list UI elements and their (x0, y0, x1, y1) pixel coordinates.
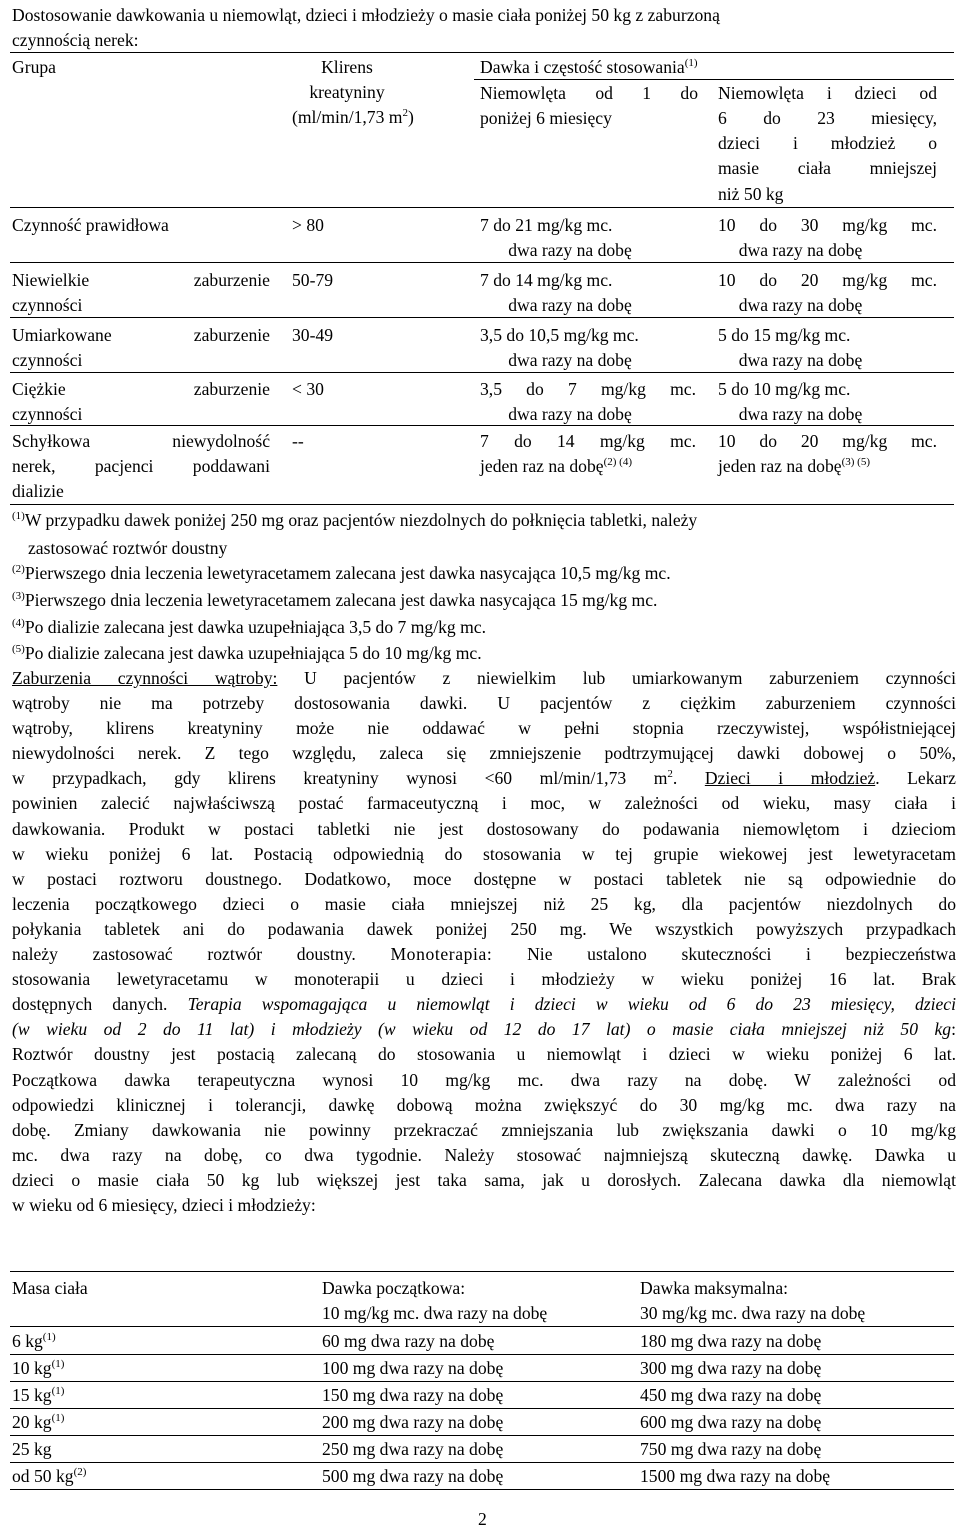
body-line: dawkowania. Produkt w postaci tabletki nie jest dostosowany do podawania niemowlętom i dzieciom (12, 818, 956, 839)
start-dose-cell: 500 mg dwa razy na dobę (322, 1466, 504, 1486)
header-max-1: Dawka maksymalna: (640, 1278, 789, 1298)
footnote-4: $^{(4)}$Po dializie zalecana jest dawka uzupełniająca 3,5 do 7 mg/kg mc. (12, 617, 487, 637)
child-dose-2: dwa razy na dobę (738, 295, 863, 315)
intro-line-2: czynnością nerek: (12, 30, 139, 50)
header-group: Grupa (12, 57, 56, 77)
start-dose-cell: 100 mg dwa razy na dobę (322, 1358, 504, 1378)
start-dose-cell: 250 mg dwa razy na dobę (322, 1439, 504, 1459)
body-paragraph (12, 666, 956, 1218)
header-clearance-3: (ml/min/1,73 $m^2$) (292, 107, 414, 127)
group-cell-1: Schyłkowa niewydolność (12, 431, 270, 451)
header-mass: Masa ciała (12, 1278, 88, 1298)
body-line: powinien zalecić najwłaściwszą postać farmaceutyczną i moc, w zależności od wieku, masy ciała i (12, 793, 956, 814)
group-cell-1: Ciężkie zaburzenie (12, 379, 270, 399)
group-cell-2: czynności (12, 295, 83, 315)
child-dose-1: 10 do 20 mg/kg mc. (718, 270, 937, 290)
infant-dose-1: 7 do 14 mg/kg mc. (480, 270, 613, 290)
clearance-cell: > 80 (292, 215, 324, 235)
table-border-top (10, 52, 954, 53)
adjunctive-heading: Terapia wspomagająca u niemowląt i dzieci w wieku od 6 do 23 miesięcy, dzieci (187, 994, 956, 1015)
infant-dose-2: dwa razy na dobę (508, 404, 632, 424)
header-clearance-1: Klirens (321, 57, 373, 77)
table-border-bottom (10, 504, 954, 505)
clearance-cell: -- (292, 431, 304, 451)
body-line: wątroby, klirens kreatyniny może nie oddawać w pełni stopnia rzeczywistej, współistniejącej (12, 718, 956, 739)
mass-cell: 20 $kg^{(1)}$ (12, 1412, 65, 1432)
child-dose-1: 5 do 15 mg/kg mc. (718, 325, 851, 345)
body-line: należy zastosować roztwór doustny. Monoterapia: Nie ustalono skuteczności i bezpieczeństwa (12, 944, 956, 965)
header-children-3: dzieci i młodzież o (718, 133, 937, 153)
footnote-1-cont: zastosować roztwór doustny (28, 538, 228, 558)
table2-header-line (10, 1326, 954, 1327)
header-children-4: masie ciała mniejszej (718, 158, 937, 178)
infant-dose-1: 3,5 do 10,5 mg/kg mc. (480, 325, 639, 345)
body-line: (w wieku od 2 do 11 lat) i młodzieży (w wieku od 12 do 17 lat) o masie ciała mniejszej niż 50 kg: (12, 1019, 956, 1040)
infant-dose-1: 3,5 do 7 mg/kg mc. (480, 379, 696, 399)
mass-cell: 25 kg (12, 1439, 52, 1459)
body-line: leczenia początkowego dzieci o masie ciała mniejszej niż 25 kg, dla pacjentów niezdolnych do (12, 893, 956, 914)
body-line: dostępnych danych. Terapia wspomagająca u niemowląt i dzieci w wieku od 6 do 23 miesięcy, dzieci (12, 994, 956, 1015)
table2-row-line (10, 1408, 954, 1409)
infant-dose-1: 7 do 21 mg/kg mc. (480, 215, 613, 235)
max-dose-cell: 300 mg dwa razy na dobę (640, 1358, 822, 1378)
mass-cell: 15 $kg^{(1)}$ (12, 1385, 65, 1405)
footnote-1: $^{(1)}$W przypadku dawek poniżej 250 mg oraz pacjentów niezdolnych do połknięcia tabletki, należy (12, 510, 698, 530)
body-line: w przypadkach, gdy klirens kreatyniny wynosi <60 ml/min/1,73 $m^2$. Dzieci i młodzież. Lekarz (12, 768, 956, 789)
body-line: połykania tabletek ani do podawania dawek poniżej 250 mg. We wszystkich powyższych przypadkach (12, 918, 956, 939)
header-start-1: Dawka początkowa: (322, 1278, 466, 1298)
mass-cell: 6 $kg^{(1)}$ (12, 1331, 56, 1351)
footnote-2: $^{(2)}$Pierwszego dnia leczenia lewetyracetamem zalecana jest dawka nasycająca 10,5 mg/kg mc. (12, 563, 671, 583)
pediatric-heading: Dzieci i młodzież (704, 768, 876, 789)
max-dose-cell: 180 mg dwa razy na dobę (640, 1331, 822, 1351)
group-cell: Czynność prawidłowa (12, 215, 169, 235)
mass-cell: od 50 $kg^{(2)}$ (12, 1466, 87, 1486)
header-dose: Dawka i częstość stosowania$^{(1)}$ (480, 57, 698, 77)
child-dose-1: 5 do 10 mg/kg mc. (718, 379, 851, 399)
clearance-cell: 50-79 (292, 270, 334, 290)
infant-dose-2: dwa razy na dobę (508, 295, 632, 315)
max-dose-cell: 450 mg dwa razy na dobę (640, 1385, 822, 1405)
body-line: stosowania lewetyracetamu w monoterapii u dzieci i młodzieży w wieku poniżej 16 lat. Brak (12, 969, 956, 990)
body-line: Zaburzenia czynności wątroby: U pacjentów z niewielkim lub umiarkowanym zaburzeniem czynności (12, 668, 956, 688)
header-infants-2: poniżej 6 miesięcy (480, 108, 612, 128)
table2-row-line (10, 1462, 954, 1463)
body-line: niewydolności nerek. Z tego względu, zaleca się zmniejszenie podtrzymującej dawki dobowej o 50%, (12, 743, 956, 764)
table2-row-line (10, 1381, 954, 1382)
group-cell-2: czynności (12, 350, 83, 370)
start-dose-cell: 150 mg dwa razy na dobę (322, 1385, 504, 1405)
group-cell-1: Umiarkowane zaburzenie (12, 325, 270, 345)
child-dose-1: 10 do 20 mg/kg mc. (718, 431, 937, 451)
body-line: w postaci roztworu doustnego. Dodatkowo, moce dostępne w postaci tabletek nie są odpowiednie do (12, 868, 956, 889)
max-dose-cell: 1500 mg dwa razy na dobę (640, 1466, 831, 1486)
table2-row-line (10, 1354, 954, 1355)
body-line: dobę. Zmiany dawkowania nie powinny przekraczać zmniejszania lub zwiększania dawki o 10 mg/kg (12, 1119, 956, 1140)
child-dose-1: 10 do 30 mg/kg mc. (718, 215, 937, 235)
header-children-2: 6 do 23 miesięcy, (718, 108, 937, 128)
header-clearance-2: kreatyniny (309, 82, 385, 102)
intro-line-1: Dostosowanie dawkowania u niemowląt, dzieci i młodzieży o masie ciała poniżej 50 kg z zaburzoną (12, 5, 720, 25)
body-line: dzieci o masie ciała 50 kg lub większej jest taka sama, jak u dorosłych. Zalecana dawka dla niemowląt (12, 1169, 956, 1190)
header-infants-1: Niemowlęta od 1 do (480, 83, 698, 103)
body-line: odpowiedzi klinicznej i tolerancji, dawkę dobową można zwiększyć do 30 mg/kg mc. dwa razy na (12, 1094, 956, 1115)
footnote-3: $^{(3)}$Pierwszego dnia leczenia lewetyracetamem zalecana jest dawka nasycająca 15 mg/kg mc. (12, 590, 658, 610)
child-dose-2: dwa razy na dobę (738, 404, 863, 424)
infant-dose-1: 7 do 14 mg/kg mc. (480, 431, 696, 451)
table2-border-top (10, 1271, 954, 1272)
hepatic-heading: Zaburzenia czynności wątroby: (12, 668, 278, 688)
table2-border-bottom (10, 1489, 954, 1490)
group-cell-2: czynności (12, 404, 83, 424)
group-cell-3: dializie (12, 481, 64, 501)
max-dose-cell: 600 mg dwa razy na dobę (640, 1412, 822, 1432)
body-line: w wieku poniżej 6 lat. Postacią odpowiednią do stosowania w tej grupie wiekowej jest lewetyracetam (12, 843, 956, 864)
header-max-2: 30 mg/kg mc. dwa razy na dobę (640, 1303, 866, 1323)
clearance-cell: 30-49 (292, 325, 334, 345)
child-dose-2: dwa razy na dobę (738, 240, 863, 260)
group-cell-2: nerek, pacjenci poddawani (12, 456, 270, 476)
group-cell-1: Niewielkie zaburzenie (12, 270, 270, 290)
body-line: Początkowa dawka terapeutyczna wynosi 10 mg/kg mc. dwa razy na dobę. W zależności od (12, 1069, 956, 1090)
table2-row-line (10, 1435, 954, 1436)
infant-dose-2: dwa razy na dobę (508, 240, 632, 260)
max-dose-cell: 750 mg dwa razy na dobę (640, 1439, 822, 1459)
child-dose-2: dwa razy na dobę (738, 350, 863, 370)
infant-dose-2: jeden raz na dobę$^{(2) (4)}$ (480, 456, 632, 476)
mass-cell: 10 $kg^{(1)}$ (12, 1358, 65, 1378)
clearance-cell: < 30 (292, 379, 324, 399)
infant-dose-2: dwa razy na dobę (508, 350, 632, 370)
footnote-5: $^{(5)}$Po dializie zalecana jest dawka uzupełniająca 5 do 10 mg/kg mc. (12, 643, 482, 663)
start-dose-cell: 200 mg dwa razy na dobę (322, 1412, 504, 1432)
monotherapy-heading: Monoterapia: (390, 944, 493, 965)
header-start-2: 10 mg/kg mc. dwa razy na dobę (322, 1303, 548, 1323)
row-line-1 (10, 207, 954, 208)
header-children-1: Niemowlęta i dzieci od (718, 83, 937, 103)
child-dose-2: jeden raz na dobę$^{(3) (5)}$ (718, 456, 870, 476)
body-line: mc. dwa razy na dobę, co dwa tygodnie. Należy stosować najmniejszą skuteczną dawkę. Dawka u (12, 1144, 956, 1165)
body-line: Roztwór doustny jest postacią zalecaną do stosowania u niemowląt i dzieci w wieku poniżej 6 lat. (12, 1044, 956, 1065)
body-line: wątroby nie ma potrzeby dostosowania dawki. U pacjentów z ciężkim zaburzeniem czynności (12, 693, 956, 714)
body-line: w wieku od 6 miesięcy, dzieci i młodzieży: (12, 1194, 316, 1215)
start-dose-cell: 60 mg dwa razy na dobę (322, 1331, 495, 1351)
page-number: 2 (478, 1509, 487, 1529)
header-children-5: niż 50 kg (718, 184, 784, 204)
